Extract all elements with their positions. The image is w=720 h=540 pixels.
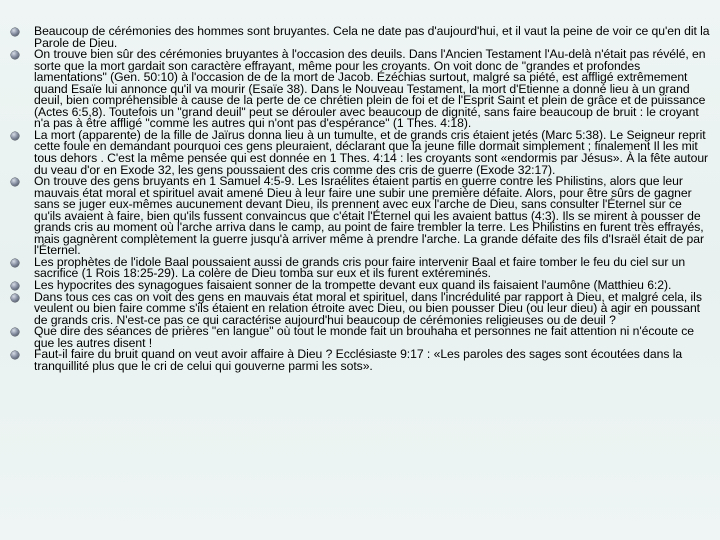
bullet-icon [11,132,19,140]
paragraph-text: On trouve des gens bruyants en 1 Samuel 4:5-9. Les Israélites étaient partis en guerre contre les Philistins, alors que leur mauvais état moral et spirituel avait amené Dieu à leur faire une subir une première défaite. Alors, pour être sûrs de gagner sans se juger eux-mêmes aucunement devant Dieu, ils prennent avec eux l'arche de Dieu, sans consulter l'Éternel sur ce qu'ils avaient à faire, bien qu'ils fussent convaincus que c'était l'Éternel qui les avaient battus (4:3). Ils se mirent à pousser de grands cris au moment où l'arche arriva dans le camp, au point de faire trembler la terre. Les Philistins en furent très effrayés, mais gagnèrent complètement la guerre jusqu'à arriver même à prendre l'arche. La grande défaite des fils d'Israël était de par l'Éternel. [34,174,705,258]
paragraph-text: Dans tous ces cas on voit des gens en mauvais état moral et spirituel, dans l'incrédulité par rapport à Dieu, et malgré cela, ils veulent ou bien faire comme s'ils étaient en relation étroite avec Dieu, ou bien pousser Dieu (ou leur dieu) à agir en poussant de grands cris. N'est-ce pas ce qui caractérise aujourd'hui beaucoup de cérémonies religieuses ou de deuil ? [34,289,702,327]
list-item [8,176,710,257]
bullet-icon [11,178,19,186]
list-item [8,26,710,49]
list-item [8,49,710,130]
paragraph-text: La mort (apparente) de la fille de Jaïrus donna lieu à un tumulte, et de grands cris étaient jetés (Marc 5:38). Le Seigneur reprit cette foule en demandant pourquoi ces gens pleuraient, déclarant que la jeune fille dormait simplement ; finalement Il les mit tous dehors . C'est la même pensée qui est donnée en 1 Thes. 4:14 : les croyants sont «endormis par Jésus». À la fête autour du veau d'or en Exode 32, les gens poussaient des cris comme des cris de guerre (Exode 32:17). [34,127,709,177]
bullet-icon [11,282,19,290]
paragraph-text: Faut-il faire du bruit quand on veut avoir affaire à Dieu ? Ecclésiaste 9:17 : «Les paroles des sages sont écoutées dans la tranquillité plus que le cri de celui qui gouverne parmi les sots». [34,347,683,373]
bullet-icon [11,259,19,267]
bullet-icon [11,28,19,36]
list-item [8,326,710,349]
bullet-icon [11,328,19,336]
list-item [8,289,710,327]
bullet-icon [11,294,19,302]
bullet-icon [11,51,19,59]
list-item [8,254,710,281]
paragraph-text: On trouve bien sûr des cérémonies bruyantes à l'occasion des deuils. Dans l'Ancien Testament l'Au-delà n'était pas révélé, en sorte que la mort gardait son caractère effrayant, même pour les croyants. On voit donc de "grandes et profondes lamentations" (Gen. 50:10) à l'occasion de de la mort de Jacob. Ézéchias surtout, malgré sa piété, est affligé extrêmement quand Esaïe lui annonce qu'il va mourir (Esaïe 38). Dans le Nouveau Testament, la mort d'Etienne a donné lieu à un grand deuil, bien compréhensible à cause de la perte de ce chrétien plein de foi et de l'Esprit Saint et plein de grâce et de puissance (Actes 6:5,8). Toutefois un "grand deuil" peut se dérouler avec beaucoup de dignité, sans faire beaucoup de bruit : le croyant n'a pas à être affligé "comme les autres qui n'ont pas d'espérance" (1 Thes. 4:18). [34,47,706,131]
paragraph-text: Que dire des séances de prières "en langue" où tout le monde fait un brouhaha et personnes ne fait attention ni n'écoute ce que les autres disent ! [34,324,695,350]
paragraph-text: Beaucoup de cérémonies des hommes sont bruyantes. Cela ne date pas d'aujourd'hui, et il vaut la peine de voir ce qu'en dit la Parole de Dieu. [34,24,710,50]
list-item [8,127,710,177]
paragraph-text: Les prophètes de l'idole Baal poussaient aussi de grands cris pour faire intervenir Baal et faire tomber le feu du ciel sur un sacrifice (1 Rois 18:25-29). La colère de Dieu tomba sur eux et ils furent extéreminés. [34,254,686,281]
paragraph-text: Les hypocrites des synagogues faisaient sonner de la trompette devant eux quand ils faisaient l'aumône (Matthieu 6:2). [34,278,672,293]
bullet-icon [11,351,19,359]
bullet-list [8,26,710,372]
list-item [8,349,710,372]
